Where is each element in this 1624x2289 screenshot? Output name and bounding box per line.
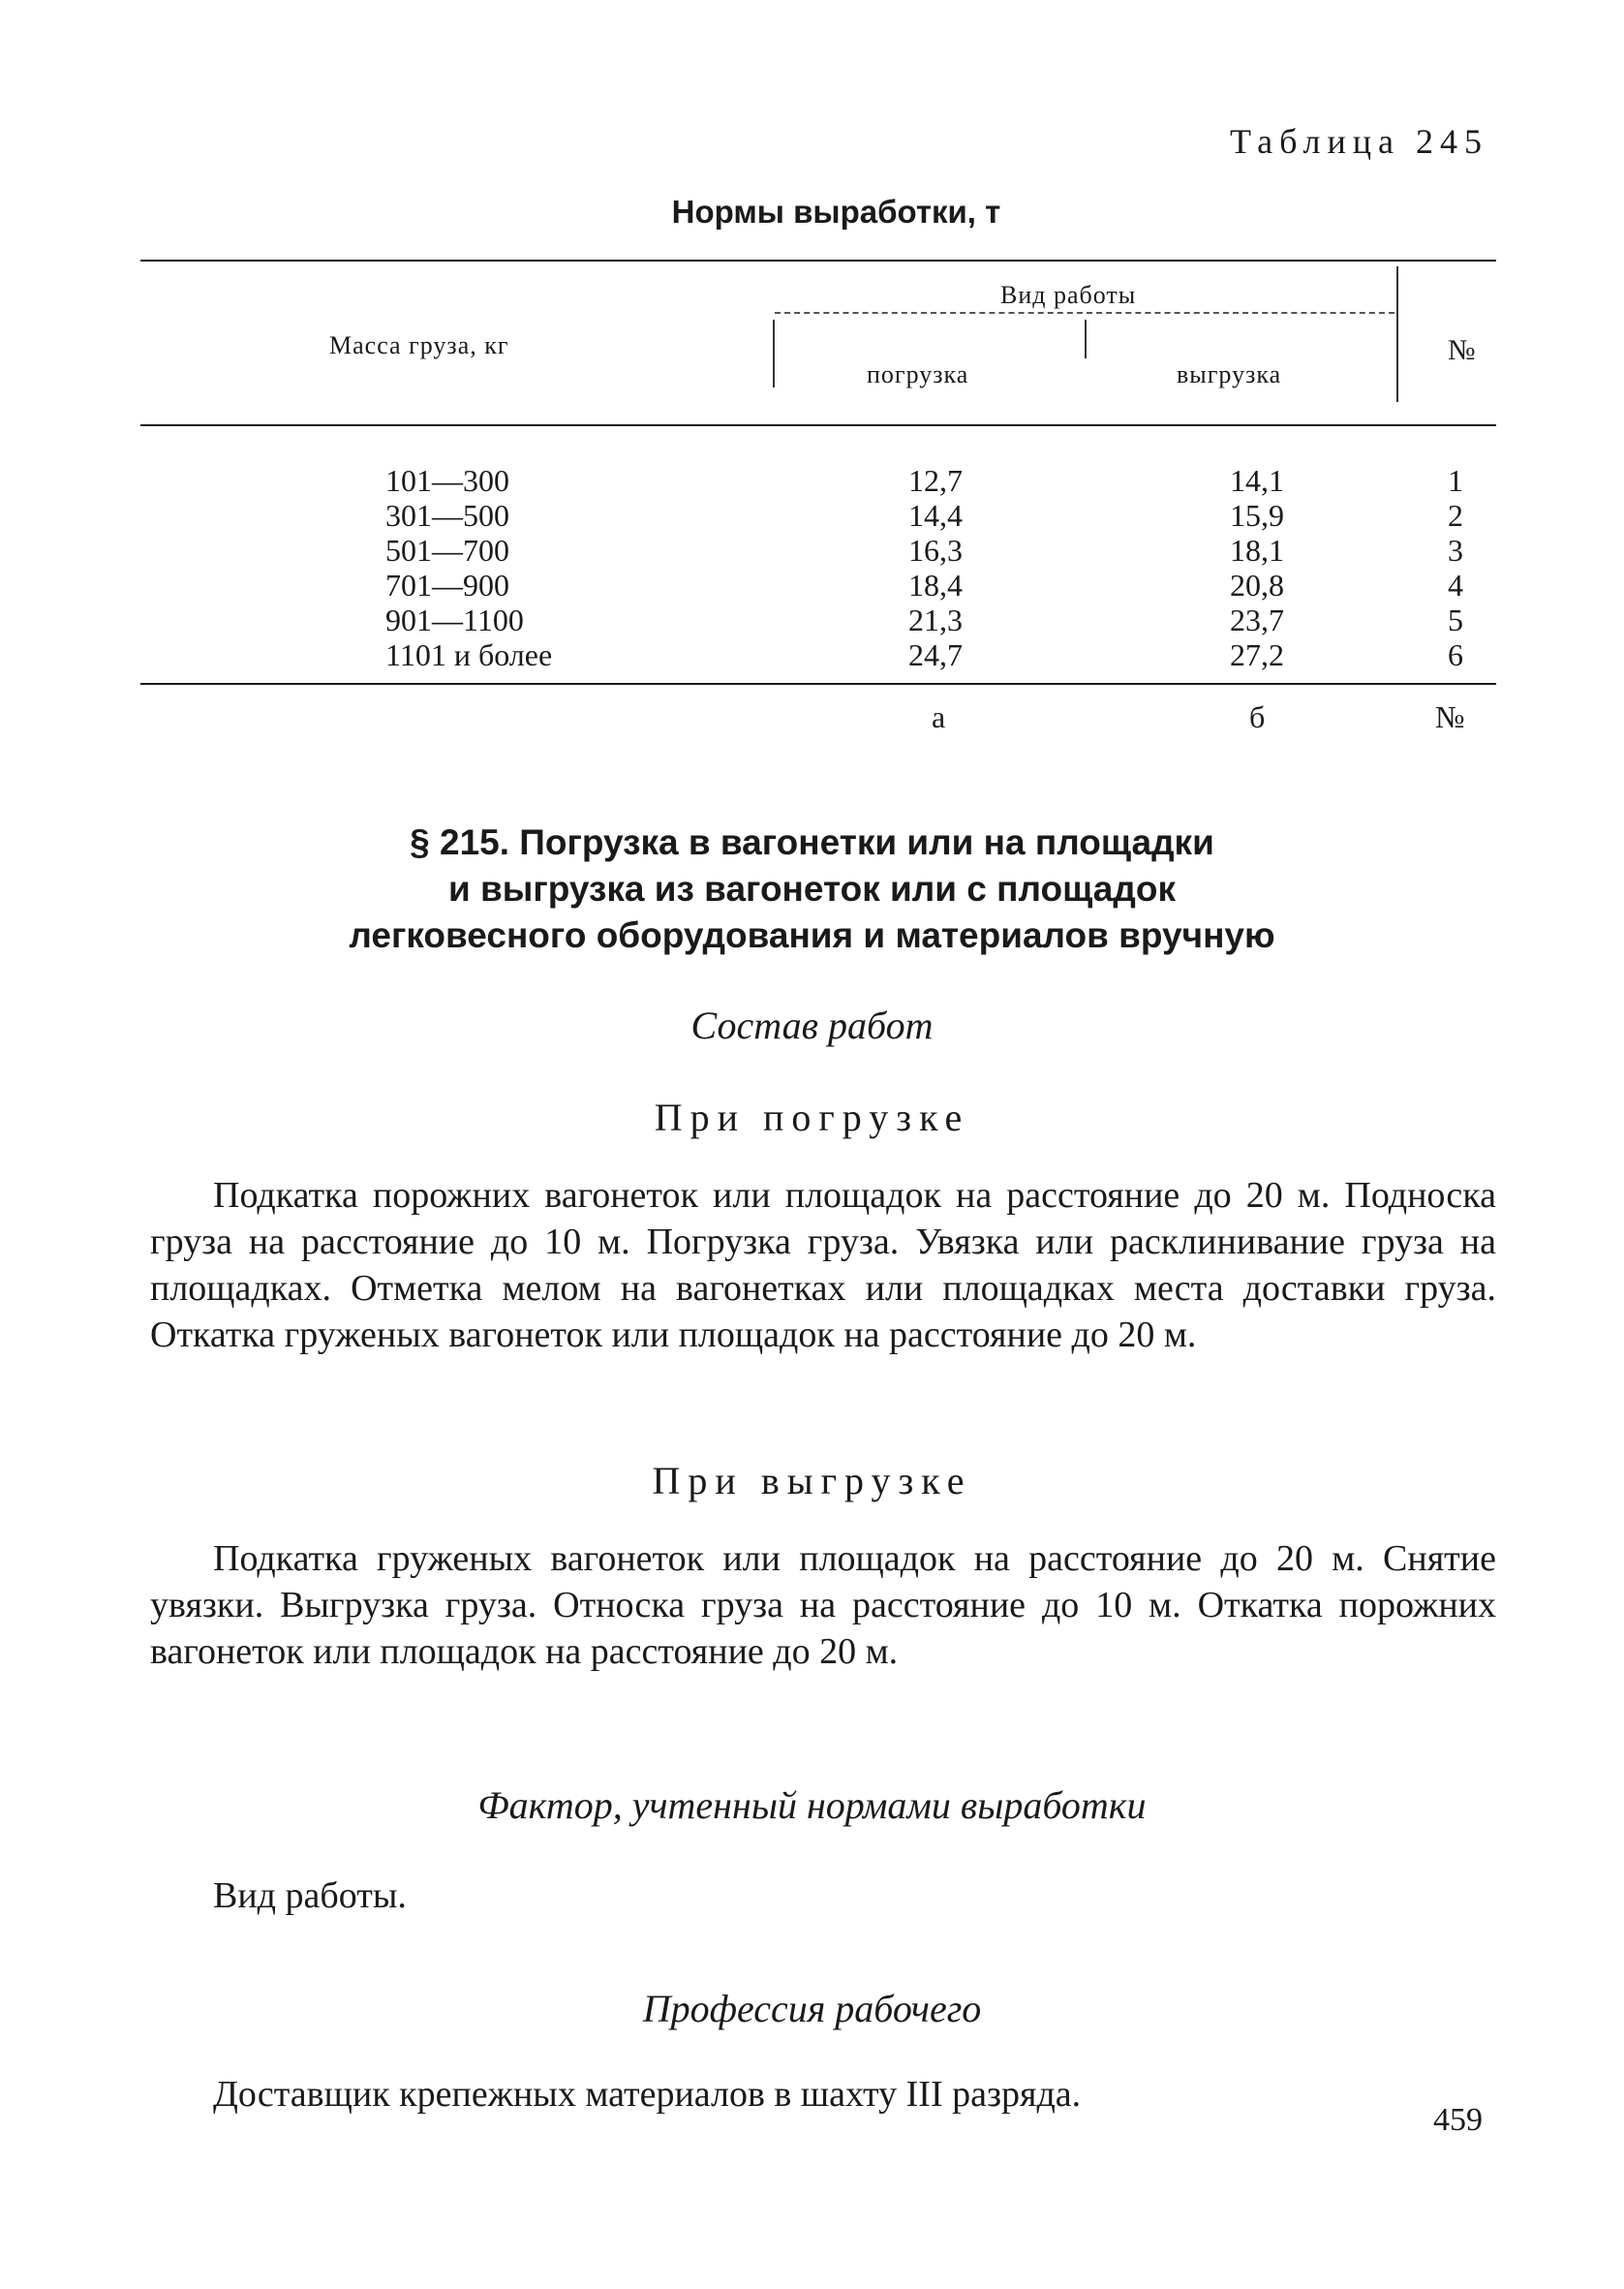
profession-heading: Профессия рабочего — [642, 1987, 982, 2030]
cell-num: 1 — [1448, 463, 1463, 498]
table-number-label: Таблица 245 — [1230, 122, 1488, 161]
cell-unload: 14,1 — [1230, 463, 1284, 498]
footer-col-a: а — [932, 699, 946, 734]
cell-num: 3 — [1448, 533, 1463, 568]
cell-load: 18,4 — [908, 568, 963, 603]
page-number: 459 — [1433, 2102, 1483, 2138]
cell-num: 5 — [1448, 603, 1463, 637]
cell-mass: 301—500 — [385, 498, 509, 533]
cell-num: 6 — [1448, 637, 1463, 672]
table-caption: Нормы выработки, т — [671, 194, 1001, 230]
cell-unload: 23,7 — [1230, 603, 1284, 637]
header-num: № — [1448, 334, 1476, 366]
profession-text: Доставщик крепежных материалов в шахту III разряда. — [213, 2074, 1082, 2115]
factor-heading: Фактор, учтенный нормами выработки — [477, 1783, 1147, 1827]
unloading-heading: При выгрузке — [652, 1459, 972, 1502]
cell-num: 4 — [1448, 568, 1463, 603]
unloading-paragraph: Подкатка груженых вагонеток или площадок на расстояние до 20 м. Снятие увязки. Выгрузка груза. Относка груза на расстояние до 10 м. Откатка порожних вагонеток или площадок на расстояние до 20 м. — [150, 1538, 1496, 1672]
cell-load: 21,3 — [908, 603, 963, 637]
work-composition-heading: Состав работ — [690, 1004, 934, 1047]
cell-unload: 27,2 — [1230, 637, 1284, 672]
section-heading-line2: и выгрузка из вагонеток или с площадок — [448, 869, 1176, 909]
footer-col-num: № — [1435, 699, 1465, 734]
cell-num: 2 — [1448, 498, 1463, 533]
cell-mass: 1101 и более — [385, 637, 553, 672]
loading-paragraph: Подкатка порожних вагонеток или площадок на расстояние до 20 м. Подноска груза на расстояние до 10 м. Погрузка груза. Увязка или расклинивание груза на площадках. Отметка мелом на вагонетках или площадках места доставки груза. Откатка груженых вагонеток или площадок на расстояние до 20 м. — [150, 1175, 1496, 1355]
header-unloading: выгрузка — [1177, 360, 1282, 388]
cell-mass: 701—900 — [385, 568, 509, 603]
cell-load: 12,7 — [908, 463, 963, 498]
cell-mass: 501—700 — [385, 533, 509, 568]
header-bottom-rule — [140, 424, 1496, 426]
header-loading: погрузка — [867, 360, 969, 388]
header-mass: Масса груза, кг — [329, 331, 509, 359]
footer-col-b: б — [1249, 699, 1266, 734]
section-heading-line3: легковесного оборудования и материалов вручную — [349, 915, 1275, 955]
cell-load: 14,4 — [908, 498, 963, 533]
table-bottom-rule — [140, 683, 1496, 685]
section-heading-line1: § 215. Погрузка в вагонетки или на площадки — [410, 822, 1214, 862]
cell-load: 24,7 — [908, 637, 963, 672]
header-group-rule — [775, 312, 1394, 314]
factor-text: Вид работы. — [213, 1875, 407, 1916]
header-divider-left — [773, 320, 775, 387]
cell-unload: 18,1 — [1230, 533, 1284, 568]
cell-mass: 901—1100 — [385, 603, 524, 637]
cell-unload: 20,8 — [1230, 568, 1284, 603]
cell-mass: 101—300 — [385, 463, 509, 498]
header-divider-right — [1396, 266, 1398, 402]
header-work-type: Вид работы — [1000, 281, 1137, 309]
header-divider-mid — [1085, 320, 1087, 358]
cell-load: 16,3 — [908, 533, 963, 568]
loading-heading: При погрузке — [654, 1096, 970, 1139]
cell-unload: 15,9 — [1230, 498, 1284, 533]
table-top-rule — [140, 260, 1496, 262]
